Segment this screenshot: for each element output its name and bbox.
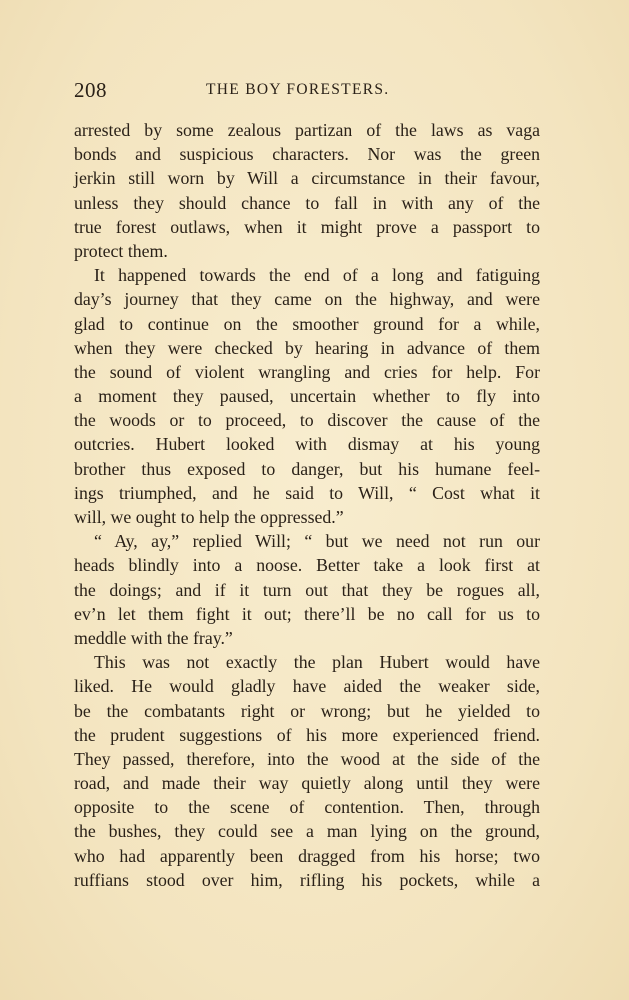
text-line: the prudent suggestions of his more experienced friend.	[74, 724, 540, 745]
text-line: unless they should chance to fall in with any of the	[74, 192, 540, 213]
text-line: This was not exactly the plan Hubert would have	[94, 652, 540, 673]
text-line: outcries. Hubert looked with dismay at his young	[74, 434, 540, 455]
text-line: road, and made their way quietly along until they were	[74, 773, 540, 794]
text-line: true forest outlaws, when it might prove a passport to	[74, 216, 540, 237]
text-line: day’s journey that they came on the highway, and were	[74, 289, 540, 310]
text-line: a moment they paused, uncertain whether to fly into	[74, 386, 540, 407]
text-line: They passed, therefore, into the wood at the side of the	[74, 748, 540, 769]
text-line: ings triumphed, and he said to Will, “ Cost what it	[74, 482, 540, 503]
page-number: 208	[74, 78, 107, 102]
text-line: protect them.	[74, 240, 168, 261]
text-line: bonds and suspicious characters. Nor was the green	[74, 144, 540, 165]
text-line: the doings; and if it turn out that they be rogues all,	[74, 579, 540, 600]
text-line: opposite to the scene of contention. Then, through	[74, 797, 540, 818]
text-line: the woods or to proceed, to discover the cause of the	[74, 410, 540, 431]
text-line: heads blindly into a noose. Better take a look first at	[74, 555, 540, 576]
text-line: ruffians stood over him, rifling his pockets, while a	[74, 869, 540, 890]
running-head: THE BOY FORESTERS.	[206, 81, 390, 98]
text-line: liked. He would gladly have aided the weaker side,	[74, 676, 540, 697]
text-line: It happened towards the end of a long and fatiguing	[94, 265, 540, 286]
text-line: meddle with the fray.”	[74, 627, 233, 648]
text-line: brother thus exposed to danger, but his humane feel-	[74, 458, 540, 479]
text-line: will, we ought to help the oppressed.”	[74, 507, 344, 527]
body-text	[74, 118, 540, 892]
text-line: be the combatants right or wrong; but he yielded to	[74, 700, 540, 721]
text-line: who had apparently been dragged from his horse; two	[74, 845, 540, 866]
text-line: jerkin still worn by Will a circumstance in their favour,	[74, 168, 540, 189]
text-line: glad to continue on the smoother ground for a while,	[74, 313, 540, 334]
text-line: ev’n let them fight it out; there’ll be no call for us to	[74, 603, 540, 624]
text-line: arrested by some zealous partizan of the laws as vaga	[74, 120, 540, 140]
text-line: the bushes, they could see a man lying on the ground,	[74, 821, 540, 842]
page-header	[74, 78, 540, 102]
text-line: when they were checked by hearing in advance of them	[74, 337, 540, 358]
text-line: the sound of violent wrangling and cries for help. For	[74, 361, 540, 382]
text-line: “ Ay, ay,” replied Will; “ but we need not run our	[94, 531, 540, 552]
